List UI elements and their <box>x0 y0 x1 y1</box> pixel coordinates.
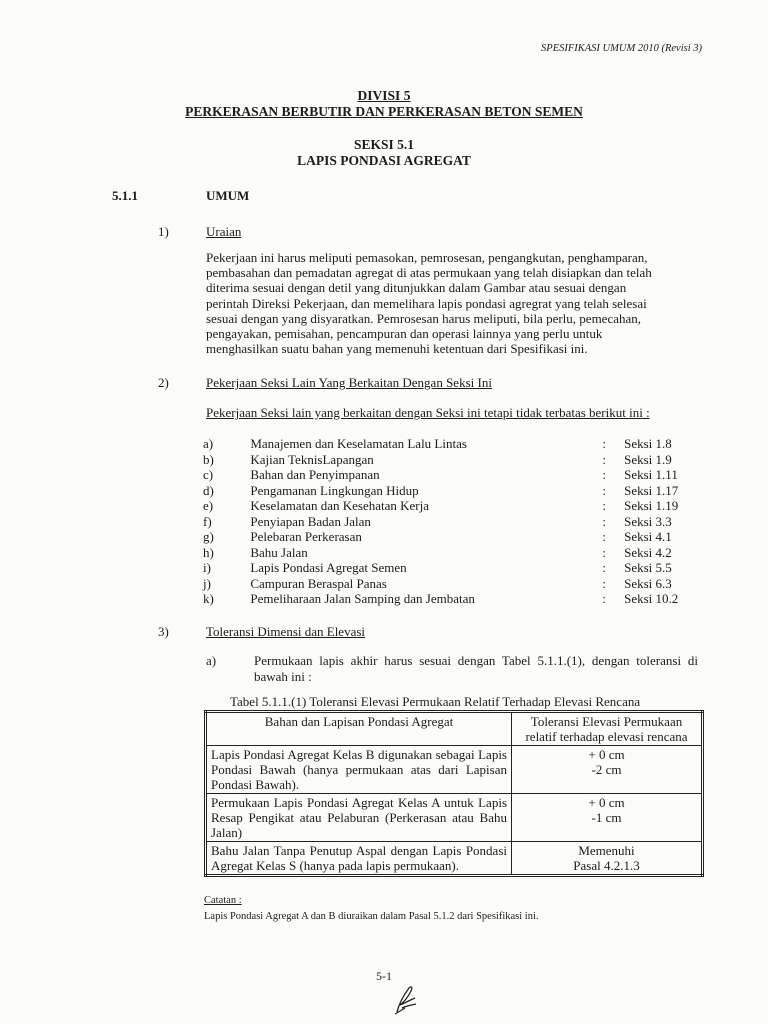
list-ref: Seksi 6.3 <box>624 575 672 591</box>
table-cell-tolerance <box>512 842 703 876</box>
list-text: Kajian TeknisLapangan <box>250 451 374 467</box>
related-sections-list <box>203 436 703 607</box>
document-reference: SPESIFIKASI UMUM 2010 (Revisi 3) <box>541 43 702 54</box>
list-text: Pelebaran Perkerasan <box>250 529 362 544</box>
section-title: LAPIS PONDASI AGREGAT <box>297 153 471 168</box>
paragraph-line: Pekerjaan ini harus meliputi pemasokan, pemrosesan, pengangkutan, penghamparan, <box>206 250 648 265</box>
subsection-title: UMUM <box>206 188 250 203</box>
list-ref: Seksi 1.8 <box>624 436 672 451</box>
list-letter: b) <box>203 451 214 467</box>
tolerance-table <box>204 710 704 877</box>
list-item <box>203 529 703 545</box>
table-caption: Tabel 5.1.1.(1) Toleransi Elevasi Permukaan Relatif Terhadap Elevasi Rencana <box>230 694 641 709</box>
list-colon: : <box>602 529 607 544</box>
list-item <box>203 498 703 514</box>
list-item <box>203 514 703 530</box>
tolerance-value: + 0 cm <box>588 795 625 810</box>
notes-text: Lapis Pondasi Agregat A dan B diuraikan dalam Pasal 5.1.2 dari Spesifikasi ini. <box>204 911 539 922</box>
related-sections-intro: Pekerjaan Seksi lain yang berkaitan dengan Seksi ini tetapi tidak terbatas berikut ini : <box>206 405 650 420</box>
list-colon: : <box>602 544 607 560</box>
list-ref: Seksi 1.11 <box>624 467 678 482</box>
list-letter: k) <box>203 591 214 606</box>
list-letter: i) <box>203 560 211 575</box>
list-letter: a) <box>203 436 214 451</box>
item-number-3: 3) <box>158 624 169 639</box>
paragraph-line: pembasahan dan pemadatan agregat di atas permukaan yang telah disiapkan dan telah <box>206 265 652 281</box>
list-ref: Seksi 1.19 <box>624 498 679 513</box>
list-text: Bahu Jalan <box>250 544 308 560</box>
table-cell-material: Permukaan Lapis Pondasi Agregat Kelas A untuk Lapis Resap Pengikat atau Pelaburan (Perkerasan atau Bahu Jalan) <box>206 794 512 842</box>
description-paragraph <box>206 250 698 356</box>
table-header-row <box>206 712 703 746</box>
list-text: Lapis Pondasi Agregat Semen <box>250 560 407 575</box>
list-letter: c) <box>203 467 214 482</box>
list-item <box>203 483 703 499</box>
paragraph-line: perintah Direksi Pekerjaan, dan memelihara lapis pondasi agregrat yang telah selesai <box>206 295 647 311</box>
item-number-1: 1) <box>158 224 169 239</box>
list-letter: h) <box>203 544 214 560</box>
list-text: Bahan dan Penyimpanan <box>250 467 380 482</box>
list-text: Keselamatan dan Kesehatan Kerja <box>250 498 430 513</box>
list-text: Penyiapan Badan Jalan <box>250 513 371 529</box>
item-heading-tolerance: Toleransi Dimensi dan Elevasi <box>206 624 366 639</box>
paragraph-line: menghasilkan suatu bahan yang memenuhi ketentuan dari Spesifikasi ini. <box>206 341 588 357</box>
list-ref: Seksi 4.2 <box>624 544 672 560</box>
list-colon: : <box>602 591 607 606</box>
list-item <box>203 545 703 561</box>
section-number: SEKSI 5.1 <box>353 137 415 152</box>
item-number-2: 2) <box>158 375 169 390</box>
list-colon: : <box>602 467 607 482</box>
list-text: Campuran Beraspal Panas <box>250 575 387 591</box>
paragraph-line: pengayakan, pemisahan, pencampuran dan operasi lainnya yang perlu untuk <box>206 326 603 342</box>
tolerance-value: Pasal 4.2.1.3 <box>573 858 640 873</box>
tolerance-value: -2 cm <box>591 762 622 777</box>
list-item <box>203 560 703 576</box>
list-letter: d) <box>203 482 214 498</box>
paragraph-line: diterima sesuai dengan detil yang ditunjukkan dalam Gambar atau sesuai dengan <box>206 280 627 296</box>
table-header-tolerance: Toleransi Elevasi Permukaan relatif terhadap elevasi rencana <box>512 712 703 746</box>
table-header-material: Bahan dan Lapisan Pondasi Agregat <box>206 712 512 746</box>
signature-initial-mark <box>393 984 419 1016</box>
list-ref: Seksi 10.2 <box>624 591 679 606</box>
list-item <box>203 452 703 468</box>
table-row <box>206 746 703 794</box>
tolerance-value: -1 cm <box>591 810 622 825</box>
list-colon: : <box>602 498 607 513</box>
list-colon: : <box>602 482 607 498</box>
table-cell-tolerance <box>512 746 703 794</box>
table-cell-material: Lapis Pondasi Agregat Kelas B digunakan sebagai Lapis Pondasi Bawah (hanya permukaan atas dari Lapisan Pondasi Bawah). <box>206 746 512 794</box>
list-ref: Seksi 5.5 <box>624 560 672 575</box>
list-ref: Seksi 1.17 <box>624 482 679 498</box>
list-letter: g) <box>203 529 214 544</box>
list-item <box>203 591 703 607</box>
list-ref: Seksi 1.9 <box>624 451 672 467</box>
page-number: 5-1 <box>376 969 392 983</box>
list-letter: e) <box>203 498 214 513</box>
table-cell-material: Bahu Jalan Tanpa Penutup Aspal dengan Lapis Pondasi Agregat Kelas S (hanya pada lapis permukaan). <box>206 842 512 876</box>
table-row <box>206 794 703 842</box>
list-colon: : <box>602 451 607 467</box>
list-text: Pengamanan Lingkungan Hidup <box>250 482 419 498</box>
division-title: PERKERASAN BERBUTIR DAN PERKERASAN BETON SEMEN <box>185 104 583 119</box>
list-letter: j) <box>203 575 211 591</box>
list-colon: : <box>602 575 607 591</box>
list-item <box>203 467 703 483</box>
list-text: Manajemen dan Keselamatan Lalu Lintas <box>250 436 467 451</box>
table-cell-tolerance <box>512 794 703 842</box>
tolerance-item-letter: a) <box>206 653 217 668</box>
paragraph-line: sesuai dengan yang disyaratkan. Pemrosesan harus meliputi, bila perlu, pemecahan, <box>206 310 642 326</box>
list-colon: : <box>602 513 607 529</box>
list-colon: : <box>602 436 607 451</box>
subsection-number: 5.1.1 <box>112 188 138 203</box>
tolerance-value: + 0 cm <box>588 747 625 762</box>
tolerance-item-text: Permukaan lapis akhir harus sesuai dengan Tabel 5.1.1.(1), dengan toleransi di bawah ini : <box>254 653 698 684</box>
division-number: DIVISI 5 <box>357 88 411 103</box>
list-ref: Seksi 3.3 <box>624 513 672 529</box>
list-ref: Seksi 4.1 <box>624 529 672 544</box>
table-row <box>206 842 703 876</box>
list-item <box>203 436 703 452</box>
list-colon: : <box>602 560 607 575</box>
list-letter: f) <box>203 513 212 529</box>
item-heading-related-sections: Pekerjaan Seksi Lain Yang Berkaitan Dengan Seksi Ini <box>206 375 492 390</box>
item-heading-uraian: Uraian <box>206 224 242 239</box>
list-text: Pemeliharaan Jalan Samping dan Jembatan <box>250 591 475 606</box>
notes-title: Catatan : <box>204 895 242 906</box>
tolerance-value: Memenuhi <box>578 843 635 858</box>
list-item <box>203 576 703 592</box>
